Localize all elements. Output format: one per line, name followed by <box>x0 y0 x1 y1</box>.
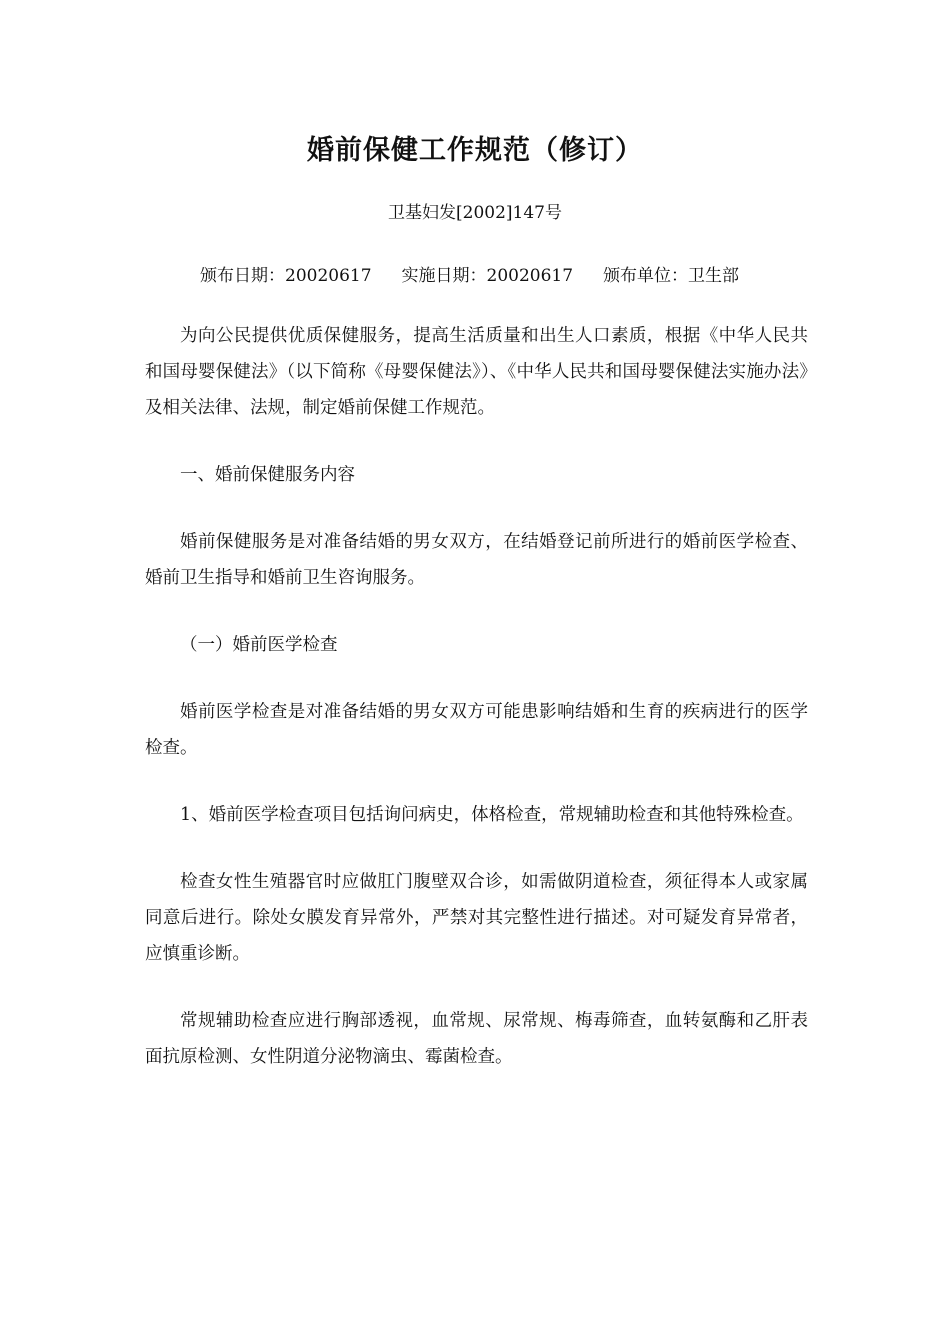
paragraph: 检查女性生殖器官时应做肛门腹壁双合诊，如需做阴道检查，须征得本人或家属同意后进行。除处女膜发育异常外，严禁对其完整性进行描述。对可疑发育异常者，应慎重诊断。 <box>145 872 808 964</box>
effective-date: 实施日期：20020617 <box>401 266 574 286</box>
paragraph: 常规辅助检查应进行胸部透视，血常规、尿常规、梅毒筛查，血转氨酶和乙肝表面抗原检测、女性阴道分泌物滴虫、霉菌检查。 <box>145 1011 808 1067</box>
section-heading-1: 一、婚前保健服务内容 <box>180 465 355 485</box>
document-title: 婚前保健工作规范（修订） <box>307 135 643 166</box>
publish-date: 颁布日期：20020617 <box>200 266 372 286</box>
document-meta-line <box>200 261 820 286</box>
subsection-heading-1: （一）婚前医学检查 <box>180 635 338 655</box>
paragraph: 婚前保健服务是对准备结婚的男女双方，在结婚登记前所进行的婚前医学检查、婚前卫生指导和婚前卫生咨询服务。 <box>145 532 808 588</box>
document-number: 卫基妇发[2002]147号 <box>388 203 562 223</box>
paragraph: 1、婚前医学检查项目包括询问病史，体格检查，常规辅助检查和其他特殊检查。 <box>180 805 804 825</box>
paragraph: 婚前医学检查是对准备结婚的男女双方可能患影响结婚和生育的疾病进行的医学检查。 <box>145 702 808 758</box>
document-body <box>145 318 808 1106</box>
issuer: 颁布单位：卫生部 <box>603 266 740 286</box>
paragraph-intro: 为向公民提供优质保健服务，提高生活质量和出生人口素质，根据《中华人民共和国母婴保健法》（以下简称《母婴保健法》）、《中华人民共和国母婴保健法实施办法》及相关法律、法规，制定婚前保健工作规范。 <box>145 326 808 418</box>
